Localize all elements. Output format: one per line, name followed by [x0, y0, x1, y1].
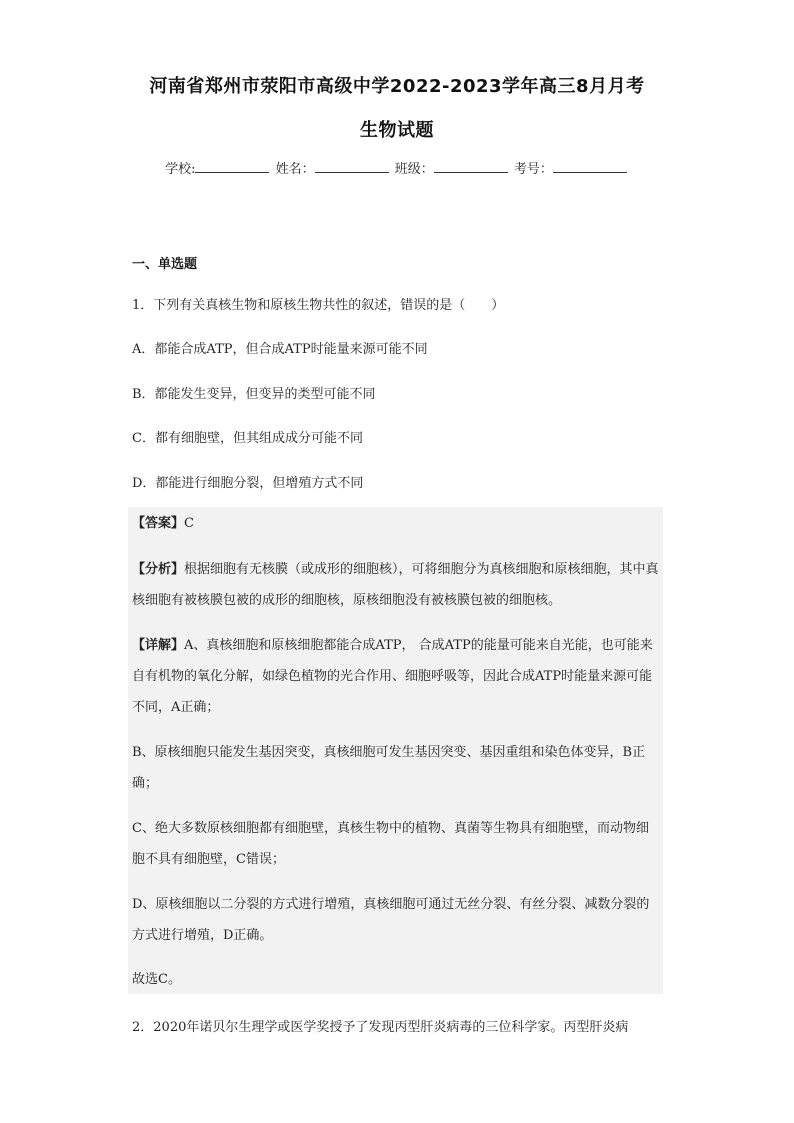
analysis-paragraph: [132, 554, 660, 616]
question-1-option-d: D．都能进行细胞分裂，但增殖方式不同: [132, 476, 364, 491]
detail-tag: 【详解】: [132, 638, 185, 653]
student-info-line: [0, 158, 794, 177]
question-1-option-b: B．都能发生变异，但变异的类型可能不同: [132, 387, 376, 402]
class-label: 班级：: [394, 162, 434, 177]
school-blank[interactable]: [195, 158, 269, 173]
question-1-option-a: A．都能合成ATP，但合成ATP时能量来源可能不同: [132, 342, 428, 357]
exam-number-label: 考号：: [513, 162, 553, 177]
name-blank[interactable]: [315, 158, 389, 173]
document-title: 河南省郑州市荥阳市高级中学2022-2023学年高三8月月考: [149, 76, 645, 97]
detail-paragraph-d: D、原核细胞以二分裂的方式进行增殖，真核细胞可通过无丝分裂、有丝分裂、减数分裂的方式进行增殖，D正确。: [132, 897, 650, 943]
conclusion: 故选C。: [132, 972, 181, 987]
analysis-tag: 【分析】: [132, 562, 185, 577]
analysis-text: 根据细胞有无核膜（或成形的细胞核），可将细胞分为真核细胞和原核细胞，其中真核细胞有被核膜包被的成形的细胞核，原核细胞没有被核膜包被的细胞核。: [132, 562, 659, 608]
answer-tag: 【答案】: [132, 516, 185, 531]
detail-a-text: A、真核细胞和原核细胞都能合成ATP， 合成ATP的能量可能来自光能，也可能来自有机物的氧化分解，如绿色植物的光合作用、细胞呼吸等，因此合成ATP时能量来源可能不同，A正确；: [132, 638, 653, 715]
answer-line: [132, 508, 660, 539]
question-2-stem: 2．2020年诺贝尔生理学或医学奖授予了发现丙型肝炎病毒的三位科学家。丙型肝炎病: [132, 1020, 629, 1035]
section-title: 一、单选题: [132, 257, 198, 272]
exam-number-blank[interactable]: [553, 158, 627, 173]
question-1-option-c: C．都有细胞壁，但其组成成分可能不同: [132, 431, 363, 446]
detail-paragraph-a: [132, 630, 660, 723]
name-label: 姓名：: [275, 162, 315, 177]
answer-value: C: [184, 516, 194, 531]
school-label: 学校:: [165, 162, 196, 177]
document-subtitle: 生物试题: [360, 120, 434, 141]
detail-paragraph-b: B、原核细胞只能发生基因突变，真核细胞可发生基因突变、基因重组和染色体变异，B正确；: [132, 745, 646, 791]
class-blank[interactable]: [434, 158, 508, 173]
detail-paragraph-c: C、绝大多数原核细胞都有细胞壁，真核生物中的植物、真菌等生物具有细胞壁，而动物细胞不具有细胞壁，C错误；: [132, 821, 649, 867]
question-1-stem: 1．下列有关真核生物和原核生物共性的叙述，错误的是（ ）: [132, 298, 505, 313]
